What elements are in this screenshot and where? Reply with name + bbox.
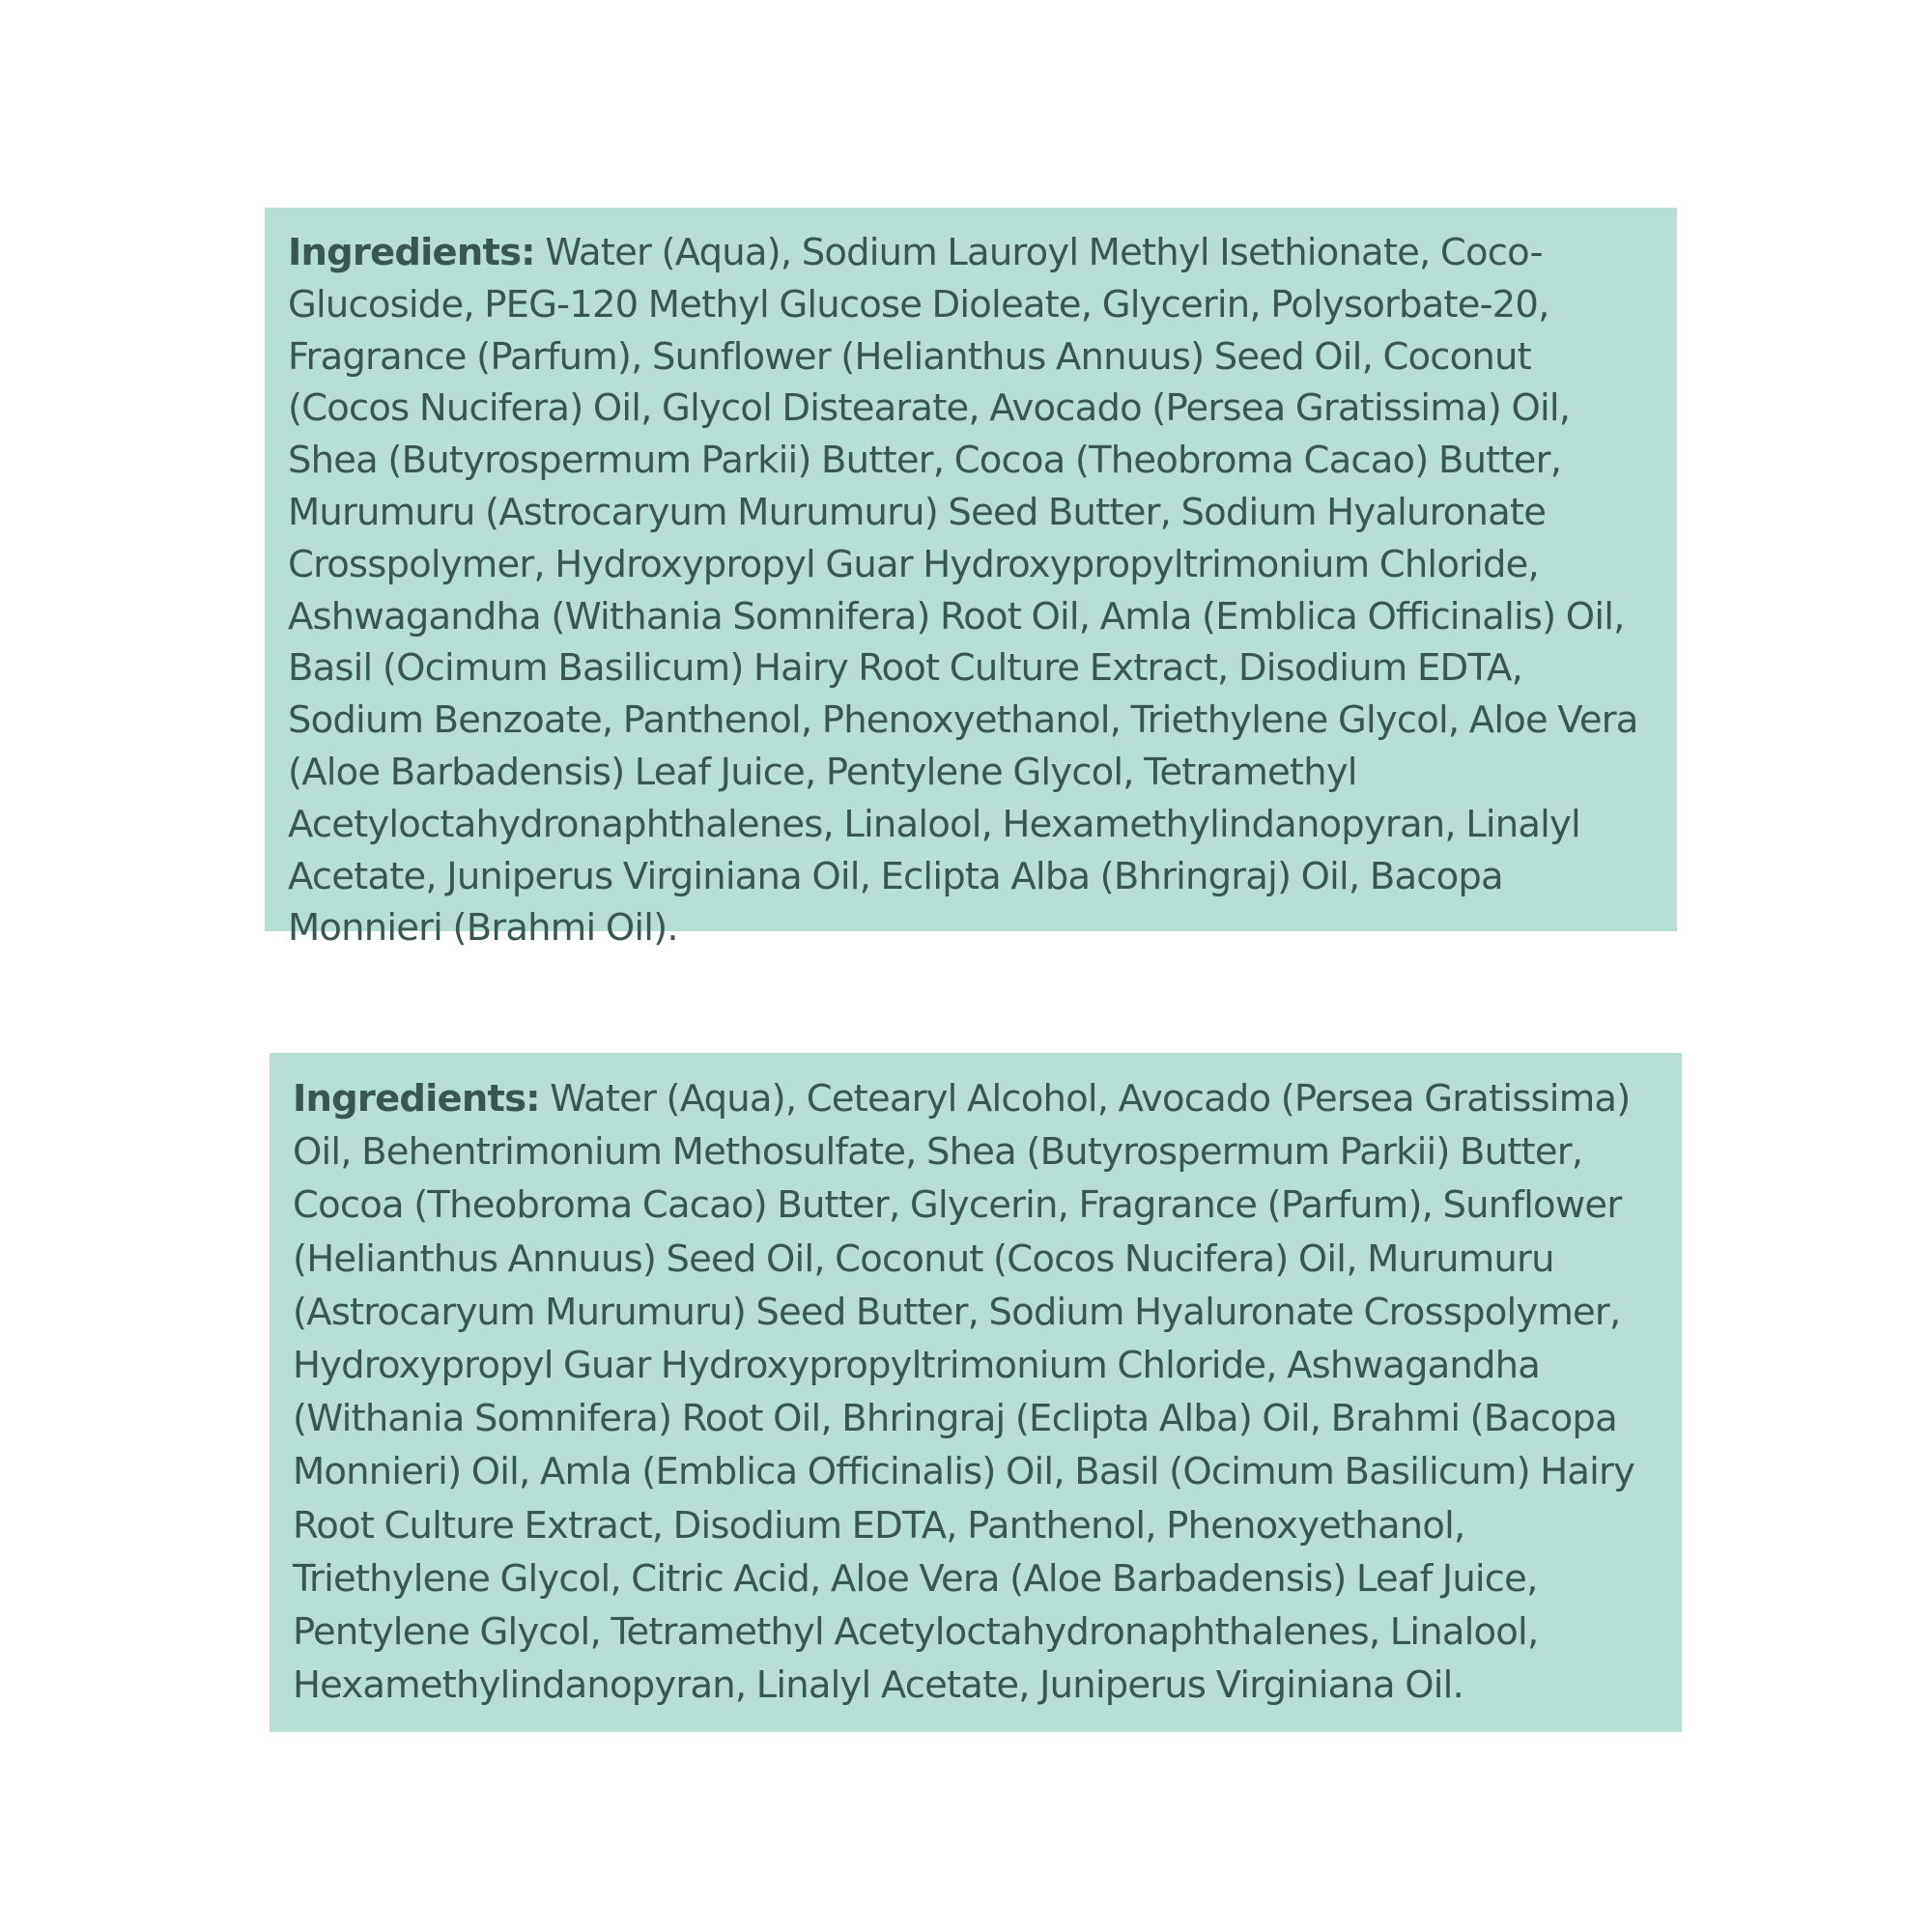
ingredients-label: Ingredients: [288,231,535,274]
ingredients-list: Water (Aqua), Cetearyl Alcohol, Avocado (Persea Gratissima) Oil, Behentrimonium Methosulfate, Shea (Butyrospermum Parkii) Butter, Cocoa (Theobroma Cacao) Butter, Glycerin, Fragrance (Parfum), Sunflower (Helianthus Annuus) Seed Oil, Coconut (Cocos Nucifera) Oil, Murumuru (Astrocaryum Murumuru) Seed Butter, Sodium Hyaluronate Crosspolymer, Hydroxypropyl Guar Hydroxypropyltrimonium Chloride, Ashwagandha (Withania Somnifera) Root Oil, Bhringraj (Eclipta Alba) Oil, Brahmi (Bacopa Monnieri) Oil, Amla (Emblica Officinalis) Oil, Basil (Ocimum Basilicum) Hairy Root Culture Extract, Disodium EDTA, Panthenol, Phenoxyethanol, Triethylene Glycol, Citric Acid, Aloe Vera (Aloe Barbadensis) Leaf Juice, Pentylene Glycol, Tetramethyl Acetyloctahydronaphthalenes, Linalool, Hexamethylindanopyran, Linalyl Acetate, Juniperus Virginiana Oil. [293,1077,1635,1708]
ingredients-paragraph [288,227,1660,954]
ingredients-list: Water (Aqua), Sodium Lauroyl Methyl Isethionate, Coco-Glucoside, PEG-120 Methyl Glucose Dioleate, Glycerin, Polysorbate-20, Fragrance (Parfum), Sunflower (Helianthus Annuus) Seed Oil, Coconut (Cocos Nucifera) Oil, Glycol Distearate, Avocado (Persea Gratissima) Oil, Shea (Butyrospermum Parkii) Butter, Cocoa (Theobroma Cacao) Butter, Murumuru (Astrocaryum Murumuru) Seed Butter, Sodium Hyaluronate Crosspolymer, Hydroxypropyl Guar Hydroxypropyltrimonium Chloride, Ashwagandha (Withania Somnifera) Root Oil, Amla (Emblica Officinalis) Oil, Basil (Ocimum Basilicum) Hairy Root Culture Extract, Disodium EDTA, Sodium Benzoate, Panthenol, Phenoxyethanol, Triethylene Glycol, Aloe Vera (Aloe Barbadensis) Leaf Juice, Pentylene Glycol, Tetramethyl Acetyloctahydronaphthalenes, Linalool, Hexamethylindanopyran, Linalyl Acetate, Juniperus Virginiana Oil, Eclipta Alba (Bhringraj) Oil, Bacopa Monnieri (Brahmi Oil). [288,231,1638,951]
ingredients-panel-shampoo [265,208,1677,951]
ingredients-panel-conditioner [270,1053,1682,1732]
ingredients-label: Ingredients: [293,1077,540,1121]
ingredients-paragraph [293,1072,1664,1712]
